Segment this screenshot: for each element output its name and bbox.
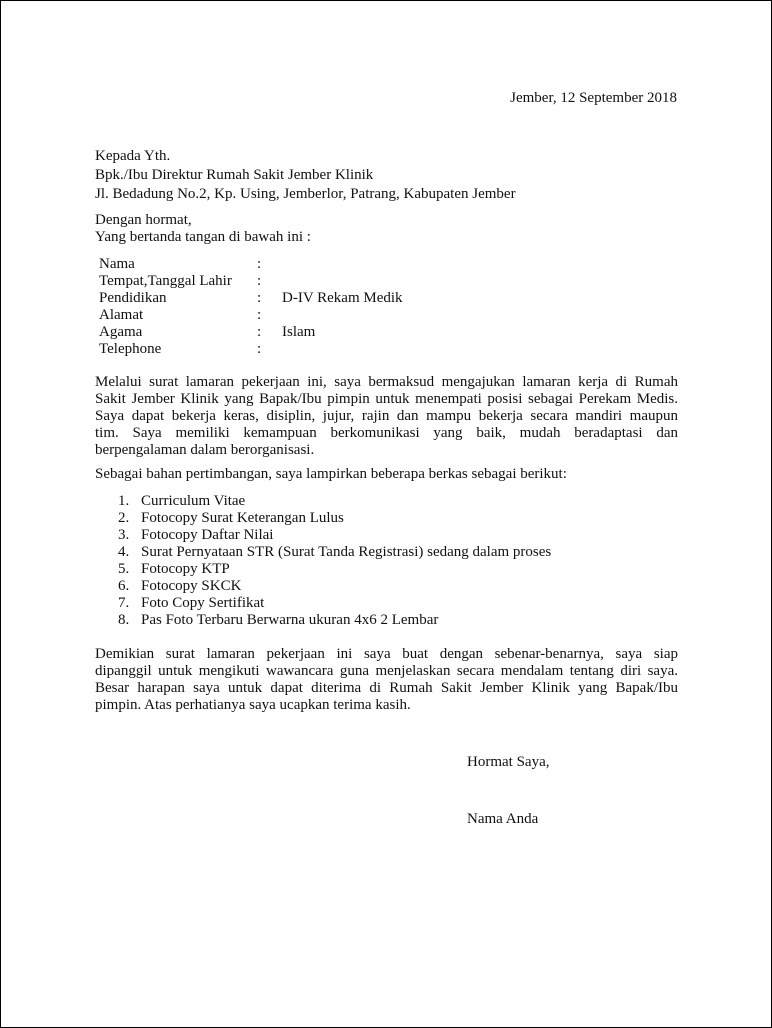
identity-colon: :	[257, 341, 262, 357]
identity-row	[99, 256, 403, 273]
identity-value	[282, 341, 403, 358]
identity-row	[99, 341, 403, 358]
list-number: 3.	[118, 527, 130, 543]
greeting-block	[95, 212, 311, 246]
list-text: Fotocopy Daftar Nilai	[141, 527, 274, 543]
recipient-block	[95, 148, 516, 205]
identity-value	[282, 273, 403, 290]
identity-value: Islam	[282, 324, 316, 340]
recipient-line: Jl. Bedadung No.2, Kp. Using, Jemberlor, Patrang, Kabupaten Jember	[95, 186, 516, 202]
list-text: Fotocopy Surat Keterangan Lulus	[141, 510, 344, 526]
closing-line: dipanggil untuk mengikuti wawancara guna menjelaskan secara mendalam tentang diri saya.	[95, 663, 678, 679]
list-text: Surat Pernyataan STR (Surat Tanda Registrasi) sedang dalam proses	[141, 544, 552, 560]
identity-table	[99, 256, 403, 358]
identity-row	[99, 290, 403, 307]
identity-value	[282, 256, 403, 273]
list-number: 5.	[118, 561, 130, 577]
list-text: Fotocopy KTP	[141, 561, 230, 577]
closing-paragraph	[95, 646, 678, 714]
list-number: 6.	[118, 578, 130, 594]
list-number: 7.	[118, 595, 130, 611]
identity-colon: :	[257, 273, 262, 289]
list-item	[95, 544, 551, 561]
closing-line: pimpin. Atas perhatianya saya ucapkan terima kasih.	[95, 697, 411, 713]
identity-value: D-IV Rekam Medik	[282, 290, 403, 306]
body-line: Saya dapat bekerja keras, disiplin, jujur, rajin dan mampu bekerja secara mandiri maupun	[95, 408, 678, 424]
list-item	[95, 561, 551, 578]
salutation: Dengan hormat,	[95, 212, 192, 228]
body-line: berpengalaman dalam berorganisasi.	[95, 442, 315, 458]
recipient-line: Kepada Yth.	[95, 148, 171, 164]
body-line: tim. Saya memiliki kemampuan berkomunikasi yang baik, mudah beradaptasi dan	[95, 425, 678, 441]
letter-date: Jember, 12 September 2018	[510, 90, 677, 106]
closing-line: Besar harapan saya untuk dapat diterima di Rumah Sakit Jember Klinik yang Bapak/Ibu	[95, 680, 678, 696]
attachments-intro: Sebagai bahan pertimbangan, saya lampirkan beberapa berkas sebagai berikut:	[95, 466, 567, 482]
list-text: Foto Copy Sertifikat	[141, 595, 265, 611]
identity-label: Alamat	[99, 307, 144, 323]
signature-name: Nama Anda	[467, 811, 539, 827]
list-item	[95, 527, 551, 544]
list-item	[95, 510, 551, 527]
body-line: Melalui surat lamaran pekerjaan ini, saya bermaksud mengajukan lamaran kerja di Rumah	[95, 374, 678, 390]
identity-label: Telephone	[99, 341, 162, 357]
list-item	[95, 595, 551, 612]
closing-line: Demikian surat lamaran pekerjaan ini saya buat dengan sebenar-benarnya, saya siap	[95, 646, 678, 662]
identity-row	[99, 307, 403, 324]
intro-line: Yang bertanda tangan di bawah ini :	[95, 229, 311, 245]
identity-value	[282, 307, 403, 324]
closing-salutation: Hormat Saya,	[467, 754, 550, 770]
identity-label: Nama	[99, 256, 135, 272]
list-item	[95, 578, 551, 595]
list-item	[95, 612, 551, 629]
identity-colon: :	[257, 256, 262, 272]
identity-colon: :	[257, 324, 262, 340]
body-line: Sakit Jember Klinik yang Bapak/Ibu pimpin untuk menempati posisi sebagai Perekam Medis.	[95, 391, 678, 407]
identity-row	[99, 324, 403, 341]
recipient-line: Bpk./Ibu Direktur Rumah Sakit Jember Klinik	[95, 167, 374, 183]
list-number: 4.	[118, 544, 130, 560]
identity-colon: :	[257, 290, 262, 306]
list-text: Curriculum Vitae	[141, 493, 246, 509]
attachments-list	[95, 493, 551, 629]
list-item	[95, 493, 551, 510]
identity-label: Pendidikan	[99, 290, 167, 306]
list-text: Pas Foto Terbaru Berwarna ukuran 4x6 2 Lembar	[141, 612, 439, 628]
list-number: 8.	[118, 612, 130, 628]
list-number: 1.	[118, 493, 130, 509]
identity-label: Agama	[99, 324, 143, 340]
identity-label: Tempat,Tanggal Lahir	[99, 273, 232, 289]
identity-row	[99, 273, 403, 290]
body-paragraph	[95, 374, 678, 459]
list-number: 2.	[118, 510, 130, 526]
identity-colon: :	[257, 307, 262, 323]
list-text: Fotocopy SKCK	[141, 578, 242, 594]
